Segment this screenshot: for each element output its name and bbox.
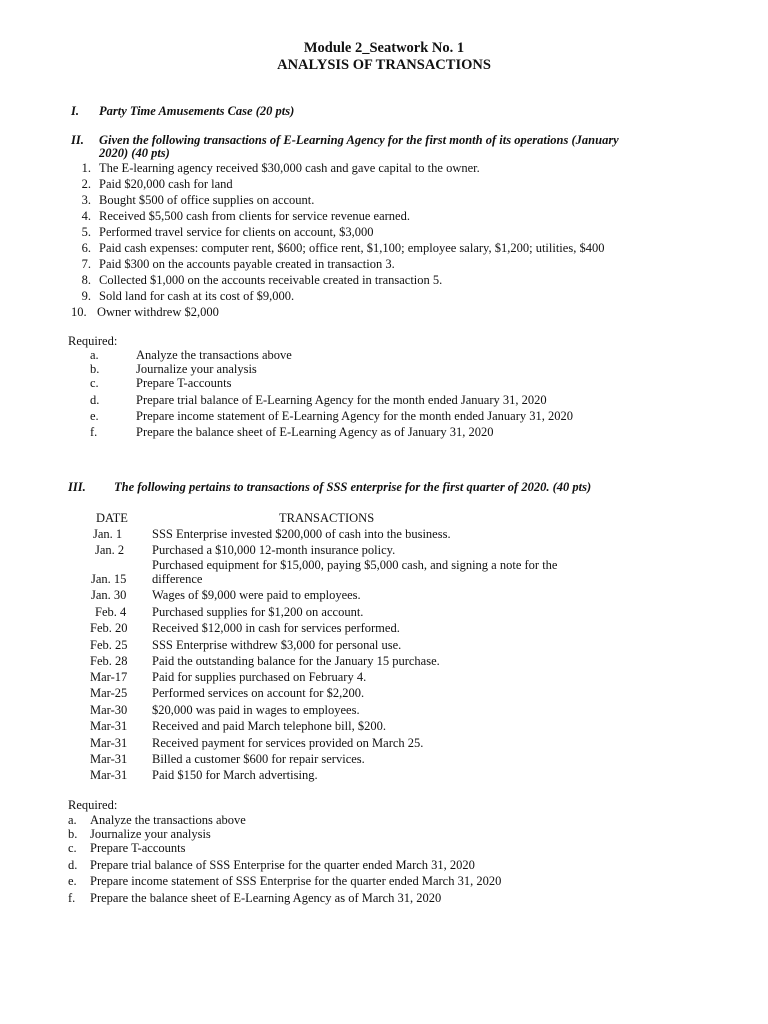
table-row-text: SSS Enterprise withdrew $3,000 for personal use. [152,638,402,652]
required-item: Prepare trial balance of SSS Enterprise for the quarter ended March 31, 2020 [90,858,475,872]
list-item: Bought $500 of office supplies on account. [99,193,315,207]
required-item-letter: d. [68,858,78,872]
table-row-text: Purchased a $10,000 12-month insurance policy. [152,543,396,557]
part1-heading: Party Time Amusements Case (20 pts) [99,104,295,118]
table-row-text: Billed a customer $600 for repair services. [152,752,365,766]
required-item-letter: b. [90,362,100,376]
table-row-date: Feb. 4 [95,605,127,619]
list-item-number: 9. [81,289,91,303]
required-item-letter: f. [68,891,76,905]
required-item: Analyze the transactions above [136,348,292,362]
list-item-number: 5. [81,225,91,239]
required-item: Prepare T-accounts [136,376,232,390]
required-item-letter: c. [90,376,99,390]
table-row-date: Jan. 15 [91,572,127,586]
required-item-letter: a. [90,348,99,362]
required-item: Journalize your analysis [136,362,257,376]
required-item: Prepare trial balance of E-Learning Agency for the month ended January 31, 2020 [136,393,547,407]
list-item-number: 6. [81,241,91,255]
part2-heading-line1: Given the following transactions of E-Learning Agency for the first month of its operations (January [99,133,619,147]
list-item-number: 10. [71,305,87,319]
part1-numeral: I. [71,104,79,118]
list-item-number: 8. [81,273,91,287]
required-item-letter: a. [68,813,77,827]
required-item-letter: d. [90,393,100,407]
list-item-number: 4. [81,209,91,223]
required-item-letter: c. [68,841,77,855]
table-row-text: Paid $150 for March advertising. [152,768,318,782]
required-item: Analyze the transactions above [90,813,246,827]
table-row-text: SSS Enterprise invested $200,000 of cash into the business. [152,527,451,541]
table-row-date: Mar-25 [90,686,128,700]
table-row-date: Feb. 20 [90,621,128,635]
part2-heading-line2: 2020) (40 pts) [99,146,170,160]
table-row-text: Received $12,000 in cash for services performed. [152,621,400,635]
table-row-date: Jan. 2 [95,543,125,557]
required-item: Prepare T-accounts [90,841,186,855]
table-row-text: Purchased supplies for $1,200 on account. [152,605,364,619]
table-row-text: Wages of $9,000 were paid to employees. [152,588,361,602]
required-item: Prepare the balance sheet of E-Learning Agency as of January 31, 2020 [136,425,494,439]
list-item: Performed travel service for clients on account, $3,000 [99,225,374,239]
table-row-date: Feb. 25 [90,638,128,652]
list-item: Owner withdrew $2,000 [97,305,219,319]
list-item: Paid $300 on the accounts payable created in transaction 3. [99,257,395,271]
table-row-text-cont: difference [152,572,203,586]
list-item: Paid cash expenses: computer rent, $600; office rent, $1,100; employee salary, $1,200; utilities, $400 [99,241,605,255]
table-row-text: Received payment for services provided on March 25. [152,736,424,750]
table-row-date: Mar-31 [90,736,128,750]
required-item-letter: e. [68,874,77,888]
table-row-text: Received and paid March telephone bill, $200. [152,719,386,733]
required-item: Prepare income statement of SSS Enterprise for the quarter ended March 31, 2020 [90,874,502,888]
table-row-text: Paid the outstanding balance for the January 15 purchase. [152,654,440,668]
table-row-date: Mar-30 [90,703,128,717]
table-row-date: Feb. 28 [90,654,128,668]
list-item: Collected $1,000 on the accounts receivable created in transaction 5. [99,273,443,287]
required-item-letter: e. [90,409,99,423]
table-row-date: Jan. 30 [91,588,127,602]
part3-required-label: Required: [68,798,118,812]
list-item-number: 3. [81,193,91,207]
list-item-number: 7. [81,257,91,271]
table-row-date: Mar-17 [90,670,128,684]
table-row-date: Mar-31 [90,752,128,766]
transactions-column-header: TRANSACTIONS [279,511,375,525]
table-row-text: Paid for supplies purchased on February 4. [152,670,367,684]
part2-numeral: II. [71,133,84,147]
required-item: Journalize your analysis [90,827,211,841]
list-item-number: 2. [81,177,91,191]
table-row-date: Mar-31 [90,768,128,782]
table-row-text: Performed services on account for $2,200. [152,686,365,700]
part3-numeral: III. [68,480,86,494]
page-title: Module 2_Seatwork No. 1 [303,40,465,56]
table-row-date: Jan. 1 [93,527,123,541]
required-item: Prepare the balance sheet of E-Learning Agency as of March 31, 2020 [90,891,442,905]
list-item: Paid $20,000 cash for land [99,177,233,191]
required-item-letter: f. [90,425,98,439]
list-item: Sold land for cash at its cost of $9,000. [99,289,295,303]
part2-required-label: Required: [68,334,118,348]
page-subtitle: ANALYSIS OF TRANSACTIONS [277,57,491,73]
date-column-header: DATE [96,511,128,525]
table-row-text: Purchased equipment for $15,000, paying $5,000 cash, and signing a note for the [152,558,558,572]
table-row-text: $20,000 was paid in wages to employees. [152,703,360,717]
table-row-date: Mar-31 [90,719,128,733]
list-item: The E-learning agency received $30,000 cash and gave capital to the owner. [99,161,480,175]
part3-heading: The following pertains to transactions of SSS enterprise for the first quarter of 2020. (40 pts) [114,480,592,494]
required-item-letter: b. [68,827,78,841]
list-item: Received $5,500 cash from clients for service revenue earned. [99,209,410,223]
list-item-number: 1. [81,161,91,175]
required-item: Prepare income statement of E-Learning Agency for the month ended January 31, 2020 [136,409,574,423]
